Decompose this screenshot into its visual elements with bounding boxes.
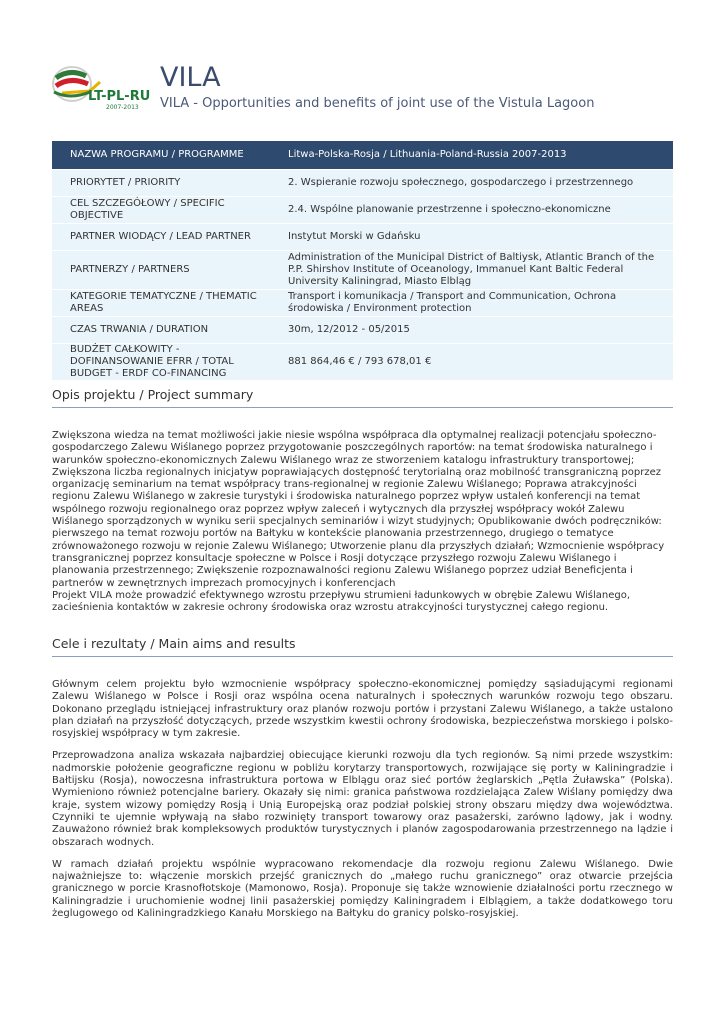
aims-results-section xyxy=(52,636,673,920)
table-header-label: NAZWA PROGRAMU / PROGRAMME xyxy=(52,141,270,169)
row-value: 881 864,46 € / 793 678,01 € xyxy=(270,344,673,380)
summary-text: Zwiększona wiedza na temat możliwości jakie niesie wspólna współpraca dla optymalnej realizacji potencjału społeczno-gospodarczego Zalewu Wiślanego poprzez przygotowanie poszczególnych raportów: na temat środowiska naturalnego i warunków społeczno-ekonomicznych Zalewu Wiślanego wraz ze stworzeniem katalogu infrastruktury transportowej; Zwiększona liczba regionalnych inicjatyw poprawiających dostępność terytorialną oraz mobilność transgraniczną poprzez organizację seminarium na temat współpracy trans-regionalnej w regionie Zalewu Wiślanego; Poprawa atrakcyjności regionu Zalewu Wiślanego w zakresie turystyki i środowiska naturalnego poprzez wpływ ustaleń konferencji na temat wspólnego rozwoju regionalnego oraz poprzez wpływ zaleceń i wytycznych dla przyszłej współpracy wokół Zalewu Wiślanego sporządzonych w wyniku serii specjalnych seminariów i wizyt studyjnych; Opublikowanie dwóch podręczników: pierwszego na temat rozwoju portów na Bałtyku w kontekście planowania przestrzennego, drugiego o tematyce zrównoważonego rozwoju w rejonie Zalewu Wiślanego; Utworzenie planu dla przyszłych działań; Wzmocnienie współpracy transgranicznej poprzez konsultacje społeczne w Polsce i Rosji dotyczące przyszłego rozwoju Zalewu Wiślanego i planowania przestrzennego; Zwiększenie rozpoznawalności regionu Zalewu Wiślanego poprzez udział Beneficjenta i partnerów w zewnętrznych imprezach promocyjnych i konferencjach Projekt VILA może prowadzić efektywnego wzrostu przepływu strumieni ładunkowych w obrębie Zalewu Wiślanego, zacieśnienia kontaktów w zakresie ochrony środowiska oraz wzrostu atrakcyjności turystycznej całego regionu. xyxy=(52,430,665,614)
aims-paragraph: Przeprowadzona analiza wskazała najbardziej obiecujące kierunki rozwoju dla tych regionów. Są nimi przede wszystkim: nadmorskie położenie geograficzne regionu w pobliżu korytarzy transportowych, rozwijające się porty w Kaliningradzie i Bałtijsku (Rosja), nowoczesna infrastruktura portowa w Elblągu oraz sieć portów żeglarskich „Pętla Żuławska” (Polska). Wymieniono również potencjalne bariery. Okazały się nimi: granica państwowa rozdzielająca Zalew Wiślany pomiędzy dwa kraje, system wizowy pomiędzy Rosją i Unią Europejską oraz podział polskiej strony obszaru między dwa województwa. Czynniki te ujemnie wpływają na słabo rozwinięty transport towarowy oraz pasażerski, zarówno lądowy, jak i wodny. Zauważono również brak kompleksowych produktów turystycznych i planów zagospodarowania przestrzennego na lądzie i obszarach wodnych. xyxy=(52,750,673,848)
section-heading: Opis projektu / Project summary xyxy=(52,387,673,408)
table-row xyxy=(52,224,673,250)
table-header-value: Litwa-Polska-Rosja / Lithuania-Poland-Russia 2007-2013 xyxy=(270,141,673,169)
row-label: CEL SZCZEGÓŁOWY / SPECIFIC OBJECTIVE xyxy=(52,197,270,223)
program-logo xyxy=(50,62,151,112)
table-row xyxy=(52,251,673,289)
row-label: PARTNER WIODĄCY / LEAD PARTNER xyxy=(52,224,270,250)
section-heading: Cele i rezultaty / Main aims and results xyxy=(52,636,673,657)
row-value: 2. Wspieranie rozwoju społecznego, gospodarczego i przestrzennego xyxy=(270,170,673,196)
row-label: KATEGORIE TEMATYCZNE / THEMATIC AREAS xyxy=(52,290,270,316)
table-row xyxy=(52,290,673,316)
project-summary-section xyxy=(52,387,673,614)
row-value: Instytut Morski w Gdańsku xyxy=(270,224,673,250)
table-row xyxy=(52,344,673,380)
row-label: BUDŻET CAŁKOWITY - DOFINANSOWANIE EFRR / TOTAL BUDGET - ERDF CO-FINANCING xyxy=(52,344,270,380)
row-label: PARTNERZY / PARTNERS xyxy=(52,251,270,289)
row-label: CZAS TRWANIA / DURATION xyxy=(52,317,270,343)
row-value: Transport i komunikacja / Transport and Communication, Ochrona środowiska / Environment protection xyxy=(270,290,673,316)
row-label: PRIORYTET / PRIORITY xyxy=(52,170,270,196)
table-row xyxy=(52,197,673,223)
table-row xyxy=(52,317,673,343)
logo-years: 2007-2013 xyxy=(106,104,139,111)
aims-paragraph: Głównym celem projektu było wzmocnienie współpracy społeczno-ekonomicznej pomiędzy sąsiadującymi regionami Zalewu Wiślanego w Polsce i Rosji oraz wspólna ocena naturalnych i społecznych warunków rozwoju tego obszaru. Dokonano przeglądu istniejącej infrastruktury oraz planów rozwoju portów i przystani Zalewu Wiślanego, a także ustalono plan działań na przyszłość dotyczących, przede wszystkim kwestii ochrony środowiska, bezpieczeństwa morskiego i polsko-rosyjskiej współpracy w tym zakresie. xyxy=(52,679,673,740)
row-value: Administration of the Municipal District of Baltiysk, Atlantic Branch of the P.P. Shirshov Institute of Oceanology, Immanuel Kant Baltic Federal University Kaliningrad, Miasto Elbląg xyxy=(270,251,673,289)
aims-paragraph: W ramach działań projektu wspólnie wypracowano rekomendacje dla rozwoju regionu Zalewu Wiślanego. Dwie najważniejsze to: włączenie morskich przejść granicznych do „małego ruchu granicznego” oraz otwarcie przejścia granicznego w porcie Krasnofłotskoje (Mamonowo, Rosja). Proponuje się także wznowienie działalności portu rzecznego w Kaliningradzie i uruchomienie wodnej linii pasażerskiej pomiędzy Kaliningradem i Elblągiem, a także dodatkowego toru żeglugowego od Kaliningradzkiego Kanału Morskiego na Bałtyku do granicy polsko-rosyjskiej. xyxy=(52,858,673,920)
page-subtitle: VILA - Opportunities and benefits of joint use of the Vistula Lagoon xyxy=(160,96,595,111)
logo-text: LT-PL-RU xyxy=(88,89,151,104)
row-value: 2.4. Wspólne planowanie przestrzenne i społeczno-ekonomiczne xyxy=(270,197,673,223)
page-title: VILA xyxy=(160,62,221,93)
table-row xyxy=(52,170,673,196)
table-header-row xyxy=(52,141,673,169)
program-info-table xyxy=(52,141,673,380)
row-value: 30m, 12/2012 - 05/2015 xyxy=(270,317,673,343)
